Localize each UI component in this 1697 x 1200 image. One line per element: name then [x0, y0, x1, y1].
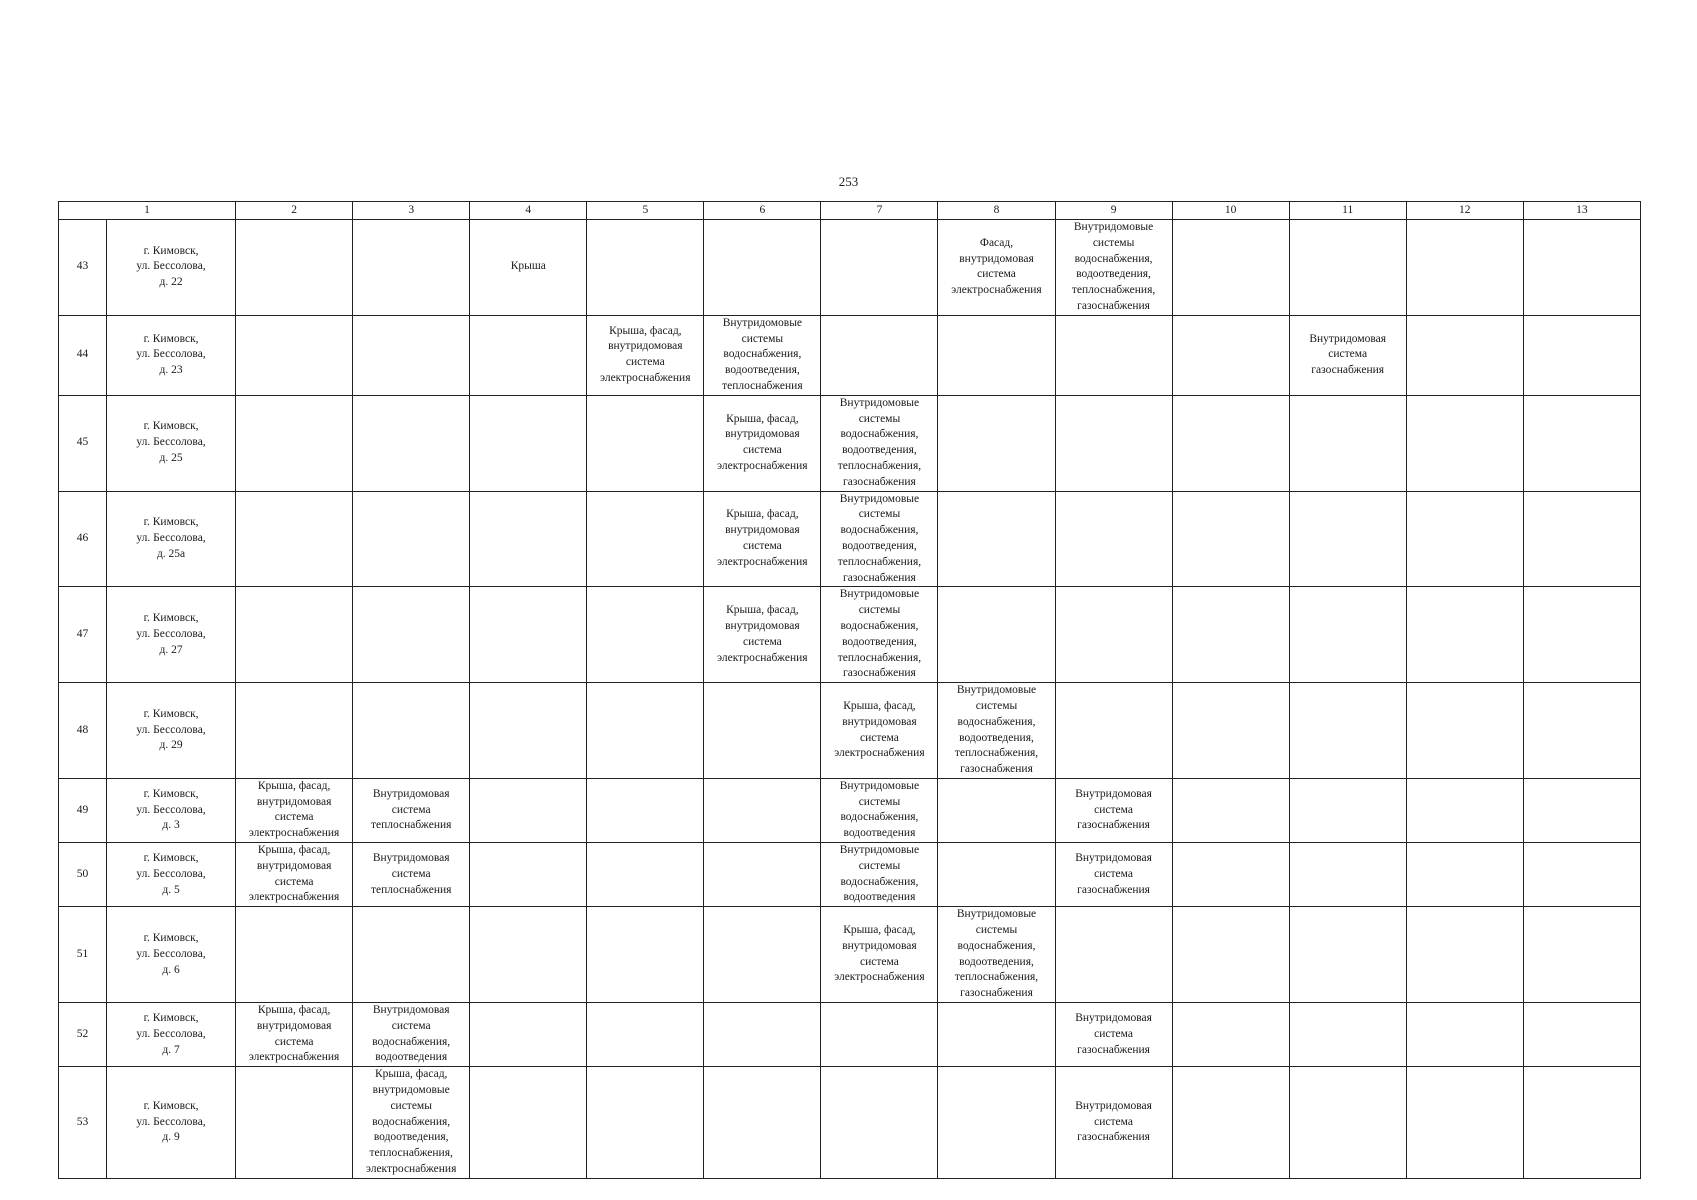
address-cell [107, 220, 236, 316]
work-cell [1172, 778, 1289, 842]
work-cell [1172, 220, 1289, 316]
column-header: 6 [704, 202, 821, 220]
address-cell [107, 1067, 236, 1179]
page-number: 253 [838, 174, 859, 189]
work-cell [236, 843, 353, 907]
work-cell [1523, 1003, 1640, 1067]
work-cell [353, 587, 470, 683]
work-cell [1289, 395, 1406, 491]
work-cell [938, 395, 1055, 491]
work-cell [587, 683, 704, 779]
work-cell [353, 778, 470, 842]
address-cell [107, 395, 236, 491]
work-cell [1523, 315, 1640, 395]
column-header: 3 [353, 202, 470, 220]
address-text: г. Кимовск, ул. Бессолова, д. 7 [136, 1011, 206, 1056]
table-body [59, 220, 1641, 1179]
work-cell [1172, 843, 1289, 907]
address-cell [107, 491, 236, 587]
work-cell [353, 683, 470, 779]
work-text: Крыша, фасад, внутридомовая система электроснабжения [248, 1004, 340, 1064]
column-header: 4 [470, 202, 587, 220]
work-text: Внутридомовая система газоснабжения [1075, 851, 1152, 896]
work-cell [1055, 843, 1172, 907]
address-text: г. Кимовск, ул. Бессолова, д. 22 [136, 244, 206, 289]
work-text: Внутридомовые системы водоснабжения, водоотведения, теплоснабжения, газоснабжения [837, 396, 922, 488]
table-row [59, 220, 1641, 316]
row-number: 46 [59, 491, 107, 587]
table-row [59, 683, 1641, 779]
work-cell [353, 1003, 470, 1067]
address-text: г. Кимовск, ул. Бессолова, д. 29 [136, 707, 206, 752]
work-text: Внутридомовая система теплоснабжения [370, 787, 452, 832]
row-number: 43 [59, 220, 107, 316]
work-cell [821, 315, 938, 395]
row-number: 47 [59, 587, 107, 683]
work-text: Крыша, фасад, внутридомовая система электроснабжения [717, 412, 808, 472]
work-text: Внутридомовые системы водоснабжения, водоотведения, теплоснабжения, газоснабжения [1071, 221, 1156, 312]
work-text: Крыша, фасад, внутридомовая система электроснабжения [834, 699, 925, 760]
row-number: 49 [59, 778, 107, 842]
work-cell [1055, 315, 1172, 395]
work-cell [1055, 220, 1172, 316]
work-text: Крыша, фасад, внутридомовая система электроснабжения [600, 324, 691, 385]
work-cell [1289, 907, 1406, 1003]
work-cell [236, 491, 353, 587]
work-text: Внутридомовая система газоснабжения [1309, 332, 1387, 377]
work-cell [470, 1067, 587, 1179]
work-cell [1172, 907, 1289, 1003]
work-cell [470, 395, 587, 491]
work-cell [1406, 395, 1523, 491]
work-cell [704, 1067, 821, 1179]
work-cell [1406, 1067, 1523, 1179]
work-text: Крыша [510, 260, 546, 273]
work-text: Крыша, фасад, внутридомовая система электроснабжения [717, 604, 808, 664]
work-cell [938, 843, 1055, 907]
work-cell [938, 778, 1055, 842]
work-cell [587, 1067, 704, 1179]
work-cell [821, 778, 938, 842]
work-cell [470, 907, 587, 1003]
work-text: Крыша, фасад, внутридомовая система электроснабжения [248, 844, 340, 904]
work-cell [938, 907, 1055, 1003]
work-text: Крыша, фасад, внутридомовая система электроснабжения [717, 508, 808, 568]
work-text: Крыша, фасад, внутридомовые системы водоснабжения, водоотведения, теплоснабжения, электроснабжения [365, 1068, 457, 1176]
work-cell [1523, 220, 1640, 316]
work-cell [1406, 778, 1523, 842]
row-number: 50 [59, 843, 107, 907]
row-number: 48 [59, 683, 107, 779]
address-text: г. Кимовск, ул. Бессолова, д. 25 [136, 420, 206, 465]
work-text: Внутридомовая система газоснабжения [1075, 1099, 1152, 1144]
work-cell [470, 843, 587, 907]
work-cell [1523, 843, 1640, 907]
row-number: 52 [59, 1003, 107, 1067]
work-cell [1172, 1067, 1289, 1179]
work-cell [470, 491, 587, 587]
work-cell [704, 778, 821, 842]
work-cell [1523, 1067, 1640, 1179]
work-cell [470, 1003, 587, 1067]
address-cell [107, 1003, 236, 1067]
work-cell [353, 395, 470, 491]
column-header: 5 [587, 202, 704, 220]
work-cell [1172, 1003, 1289, 1067]
address-text: г. Кимовск, ул. Бессолова, д. 6 [136, 931, 206, 976]
work-cell [353, 907, 470, 1003]
work-cell [1055, 1067, 1172, 1179]
work-cell [1406, 683, 1523, 779]
work-cell [1055, 587, 1172, 683]
work-cell [1289, 315, 1406, 395]
address-cell [107, 778, 236, 842]
work-cell [236, 587, 353, 683]
work-cell [353, 491, 470, 587]
work-cell [236, 1067, 353, 1179]
work-cell [236, 683, 353, 779]
work-text: Внутридомовая система газоснабжения [1075, 787, 1152, 832]
work-cell [587, 587, 704, 683]
address-cell [107, 683, 236, 779]
work-cell [1406, 315, 1523, 395]
work-cell [821, 1003, 938, 1067]
work-cell [470, 220, 587, 316]
work-text: Внутридомовые системы водоснабжения, водоотведения, теплоснабжения, газоснабжения [954, 908, 1039, 1000]
work-text: Внутридомовые системы водоснабжения, водоотведения [839, 844, 920, 904]
work-text: Внутридомовые системы водоснабжения, водоотведения, теплоснабжения, газоснабжения [837, 492, 922, 584]
work-cell [470, 587, 587, 683]
work-cell [938, 1003, 1055, 1067]
work-text: Внутридомовые системы водоснабжения, водоотведения, теплоснабжения, газоснабжения [837, 588, 922, 680]
work-cell [704, 843, 821, 907]
work-cell [587, 843, 704, 907]
work-cell [470, 683, 587, 779]
work-cell [1289, 220, 1406, 316]
work-cell [587, 1003, 704, 1067]
work-cell [587, 778, 704, 842]
work-cell [938, 1067, 1055, 1179]
work-text: Внутридомовая система теплоснабжения [370, 851, 452, 896]
work-cell [1172, 491, 1289, 587]
work-cell [236, 315, 353, 395]
work-text: Внутридомовая система газоснабжения [1075, 1011, 1152, 1056]
column-number-row [59, 202, 1641, 220]
work-cell [704, 395, 821, 491]
table-row [59, 587, 1641, 683]
work-cell [821, 395, 938, 491]
work-cell [938, 587, 1055, 683]
capital-repair-schedule-table [58, 201, 1641, 1179]
work-cell [1289, 778, 1406, 842]
work-cell [353, 220, 470, 316]
address-text: г. Кимовск, ул. Бессолова, д. 27 [136, 612, 206, 656]
work-cell [938, 683, 1055, 779]
work-cell [470, 315, 587, 395]
column-header: 13 [1523, 202, 1640, 220]
work-cell [704, 220, 821, 316]
work-cell [1172, 587, 1289, 683]
work-cell [1406, 220, 1523, 316]
work-cell [1523, 683, 1640, 779]
work-cell [1289, 491, 1406, 587]
row-number: 53 [59, 1067, 107, 1179]
work-cell [1055, 1003, 1172, 1067]
work-cell [821, 683, 938, 779]
address-text: г. Кимовск, ул. Бессолова, д. 25а [136, 516, 206, 560]
work-cell [353, 843, 470, 907]
work-cell [587, 491, 704, 587]
work-text: Крыша, фасад, внутридомовая система электроснабжения [248, 779, 340, 840]
work-cell [821, 843, 938, 907]
table-row [59, 1067, 1641, 1179]
work-text: Внутридомовые системы водоснабжения, водоотведения, теплоснабжения [722, 316, 803, 392]
address-cell [107, 907, 236, 1003]
work-cell [236, 778, 353, 842]
work-cell [236, 1003, 353, 1067]
work-text: Внутридомовые системы водоснабжения, водоотведения [839, 779, 920, 840]
work-cell [821, 587, 938, 683]
work-cell [1289, 587, 1406, 683]
table-row [59, 491, 1641, 587]
work-cell [1055, 683, 1172, 779]
column-header: 12 [1406, 202, 1523, 220]
work-cell [1055, 395, 1172, 491]
work-cell [704, 315, 821, 395]
work-cell [938, 491, 1055, 587]
address-text: г. Кимовск, ул. Бессолова, д. 5 [136, 851, 206, 896]
work-text: Внутридомовые системы водоснабжения, водоотведения, теплоснабжения, газоснабжения [954, 684, 1039, 776]
work-cell [704, 1003, 821, 1067]
work-cell [938, 315, 1055, 395]
work-cell [1289, 683, 1406, 779]
work-cell [821, 220, 938, 316]
address-text: г. Кимовск, ул. Бессолова, д. 3 [136, 787, 206, 832]
work-cell [1406, 907, 1523, 1003]
table-row [59, 315, 1641, 395]
work-text: Фасад, внутридомовая система электроснабжения [951, 236, 1042, 297]
column-header: 11 [1289, 202, 1406, 220]
work-cell [1289, 1003, 1406, 1067]
work-cell [938, 220, 1055, 316]
work-cell [587, 907, 704, 1003]
work-text: Внутридомовая система водоснабжения, водоотведения [372, 1004, 451, 1064]
work-cell [1172, 315, 1289, 395]
work-cell [587, 315, 704, 395]
work-cell [236, 220, 353, 316]
work-cell [704, 491, 821, 587]
column-header: 8 [938, 202, 1055, 220]
work-cell [353, 1067, 470, 1179]
address-text: г. Кимовск, ул. Бессолова, д. 23 [136, 332, 206, 377]
row-number: 51 [59, 907, 107, 1003]
work-cell [587, 220, 704, 316]
work-cell [587, 395, 704, 491]
table-row [59, 778, 1641, 842]
work-cell [704, 587, 821, 683]
table-row [59, 395, 1641, 491]
work-cell [821, 491, 938, 587]
work-cell [1289, 1067, 1406, 1179]
work-cell [236, 395, 353, 491]
column-header: 2 [236, 202, 353, 220]
work-cell [1406, 843, 1523, 907]
table-row [59, 1003, 1641, 1067]
work-cell [1055, 491, 1172, 587]
work-cell [1055, 778, 1172, 842]
work-cell [1406, 1003, 1523, 1067]
address-cell [107, 843, 236, 907]
address-cell [107, 587, 236, 683]
work-cell [1523, 778, 1640, 842]
work-cell [236, 907, 353, 1003]
work-cell [704, 907, 821, 1003]
column-header: 7 [821, 202, 938, 220]
table-row [59, 907, 1641, 1003]
column-header: 9 [1055, 202, 1172, 220]
work-cell [1523, 491, 1640, 587]
address-cell [107, 315, 236, 395]
work-cell [1172, 395, 1289, 491]
address-text: г. Кимовск, ул. Бессолова, д. 9 [136, 1099, 206, 1144]
work-cell [1172, 683, 1289, 779]
work-cell [821, 907, 938, 1003]
work-cell [1523, 907, 1640, 1003]
work-cell [1055, 907, 1172, 1003]
row-number: 44 [59, 315, 107, 395]
work-cell [1523, 395, 1640, 491]
work-cell [470, 778, 587, 842]
work-cell [1289, 843, 1406, 907]
work-cell [821, 1067, 938, 1179]
work-cell [1406, 491, 1523, 587]
work-cell [1406, 587, 1523, 683]
table-row [59, 843, 1641, 907]
work-cell [1523, 587, 1640, 683]
row-number: 45 [59, 395, 107, 491]
work-cell [353, 315, 470, 395]
work-cell [704, 683, 821, 779]
column-header: 1 [59, 202, 236, 220]
work-text: Крыша, фасад, внутридомовая система электроснабжения [834, 924, 925, 984]
column-header: 10 [1172, 202, 1289, 220]
